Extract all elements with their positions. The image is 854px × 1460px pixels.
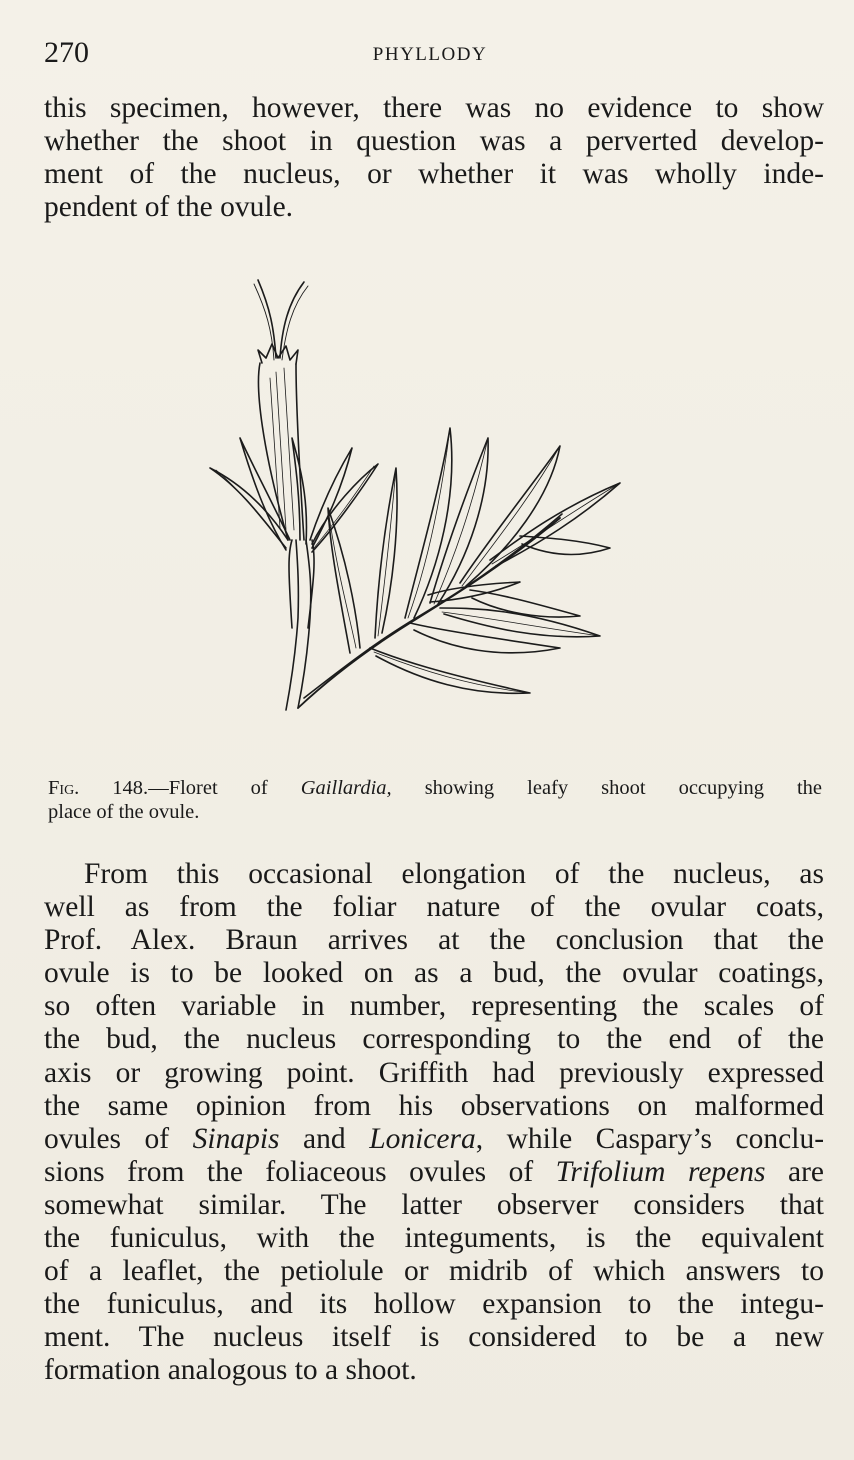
caption-line-1	[48, 776, 822, 800]
caption-text: —Floret of	[148, 777, 301, 799]
caption-text-cont: showing leafy shoot occupying the	[391, 777, 823, 799]
figure-label: Fig. 148.	[48, 777, 149, 799]
text-line: so often variable in number, representing the scales of	[44, 990, 824, 1023]
italic-taxon: Trifolium repens	[555, 1155, 766, 1188]
gaillardia-floret-illustration	[200, 268, 640, 738]
text-line: formation analogous to a shoot.	[44, 1354, 417, 1387]
text-line: ovules of Sinapis and Lonicera, while Caspary’s conclu-	[44, 1122, 825, 1155]
text-line: somewhat similar. The latter observer considers that	[44, 1188, 824, 1221]
text-line: ovule is to be looked on as a bud, the ovular coatings,	[44, 957, 824, 990]
caption-genus: Gaillardia,	[300, 777, 392, 799]
page-number: 270	[44, 36, 89, 69]
running-title: PHYLLODY	[372, 44, 488, 65]
figure-caption	[48, 776, 822, 824]
text-line: the same opinion from his observations on malformed	[44, 1089, 824, 1122]
text-line: pendent of the ovule.	[44, 191, 294, 224]
text-line: axis or growing point. Griffith had previously expressed	[44, 1056, 824, 1089]
text-line: sions from the foliaceous ovules of Trifolium repens are	[44, 1155, 824, 1188]
text-line: ment of the nucleus, or whether it was wholly inde-	[44, 158, 824, 191]
italic-taxon: Sinapis	[192, 1122, 280, 1155]
paragraph-main	[44, 858, 824, 1388]
text-line: ment. The nucleus itself is considered to be a new	[44, 1321, 824, 1354]
text-line: of a leaflet, the petiolule or midrib of which answers to	[44, 1255, 824, 1288]
caption-line-2: place of the ovule.	[48, 801, 200, 823]
page-header	[44, 36, 816, 76]
text-line: whether the shoot in question was a perverted develop-	[44, 125, 824, 158]
text-line: Prof. Alex. Braun arrives at the conclusion that the	[44, 924, 824, 957]
italic-taxon: Lonicera	[369, 1122, 476, 1155]
text-line: well as from the foliar nature of the ovular coats,	[44, 891, 824, 924]
paragraph-continued	[44, 92, 824, 224]
text-line: the funiculus, with the integuments, is the equivalent	[44, 1222, 824, 1255]
text-line: the funiculus, and its hollow expansion to the integu-	[44, 1288, 824, 1321]
text-line: From this occasional elongation of the nucleus, as	[84, 858, 824, 890]
text-line: the bud, the nucleus corresponding to the end of the	[44, 1023, 824, 1056]
text-line: this specimen, however, there was no evidence to show	[44, 92, 824, 124]
